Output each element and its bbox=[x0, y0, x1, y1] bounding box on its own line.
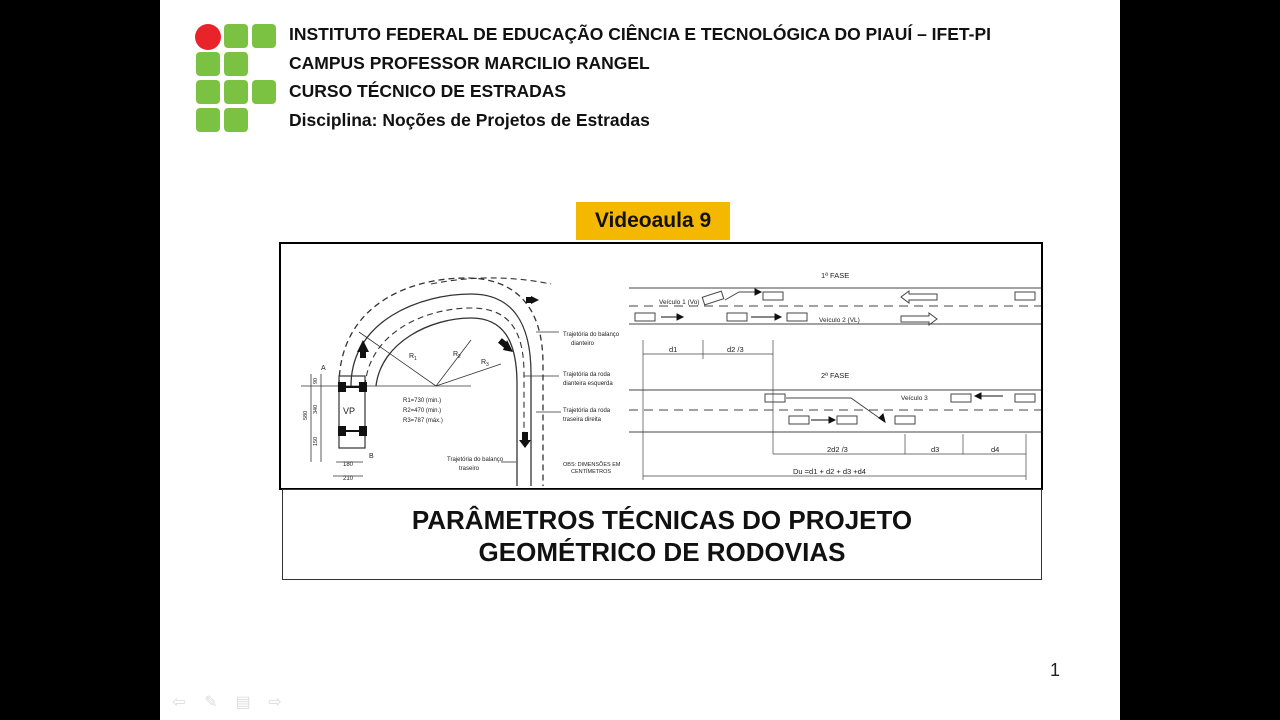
slide bbox=[160, 0, 1120, 720]
distance-labels bbox=[659, 271, 999, 476]
svg-text:Du =d1 + d2 + d3 +d4: Du =d1 + d2 + d3 +d4 bbox=[793, 467, 866, 476]
svg-text:Trajetória da roda: Trajetória da roda bbox=[563, 408, 611, 414]
road-design-figure bbox=[279, 242, 1043, 490]
svg-text:R1=730 (min.): R1=730 (min.) bbox=[403, 398, 442, 404]
svg-text:580: 580 bbox=[303, 410, 309, 420]
header-course: CURSO TÉCNICO DE ESTRADAS bbox=[289, 81, 567, 101]
svg-text:traseira direita: traseira direita bbox=[563, 417, 602, 423]
direction-arrows bbox=[357, 296, 539, 448]
svg-text:d1: d1 bbox=[669, 345, 678, 354]
svg-text:R: R bbox=[409, 353, 415, 360]
video-lesson-badge: Videoaula 9 bbox=[576, 202, 730, 240]
svg-text:R2=470 (min.): R2=470 (min.) bbox=[403, 408, 442, 414]
page-number: 1 bbox=[1050, 660, 1061, 680]
svg-text:Trajetória do balanço: Trajetória do balanço bbox=[563, 332, 620, 338]
svg-text:OBS: DIMENSÕES EM: OBS: DIMENSÕES EM bbox=[563, 462, 621, 468]
flow-arrows bbox=[661, 289, 1003, 423]
svg-text:Veículo 1 (Vo): Veículo 1 (Vo) bbox=[659, 299, 700, 306]
slideshow-controls bbox=[170, 692, 284, 712]
header-institution: INSTITUTO FEDERAL DE EDUCAÇÃO CIÊNCIA E TECNOLÓGICA DO PIAUÍ – IFET-PI bbox=[289, 24, 991, 44]
svg-text:B: B bbox=[369, 453, 374, 460]
svg-text:d4: d4 bbox=[991, 445, 1000, 454]
svg-text:R: R bbox=[453, 351, 459, 358]
header-campus: CAMPUS PROFESSOR MARCILIO RANGEL bbox=[289, 52, 650, 73]
svg-text:150: 150 bbox=[313, 436, 319, 446]
svg-text:R3=787 (máx.): R3=787 (máx.) bbox=[403, 418, 443, 424]
svg-text:1ª FASE: 1ª FASE bbox=[821, 271, 850, 280]
svg-text:R: R bbox=[481, 359, 487, 366]
svg-text:VP: VP bbox=[343, 406, 356, 416]
svg-text:Veículo 3: Veículo 3 bbox=[901, 395, 928, 402]
svg-text:Trajetória do balanço: Trajetória do balanço bbox=[447, 457, 504, 463]
svg-text:Trajetória da roda: Trajetória da roda bbox=[563, 372, 611, 378]
slide-title-line1: PARÂMETROS TÉCNICAS DO PROJETO bbox=[411, 505, 913, 535]
figure-svg bbox=[281, 244, 1041, 488]
svg-text:traseiro: traseiro bbox=[459, 466, 480, 472]
header-discipline: Disciplina: Noções de Projetos de Estradas bbox=[289, 109, 650, 130]
slide-title-line2: GEOMÉTRICO DE RODOVIAS bbox=[478, 537, 846, 567]
pen-icon[interactable]: ✎ bbox=[204, 694, 218, 711]
svg-text:1: 1 bbox=[414, 356, 417, 362]
svg-text:CENTÍMETROS: CENTÍMETROS bbox=[571, 469, 612, 475]
turning-template-diagram bbox=[301, 278, 561, 486]
svg-text:90: 90 bbox=[313, 377, 319, 384]
arrow-right-icon[interactable]: ⇨ bbox=[268, 694, 282, 711]
slide-title-box bbox=[282, 489, 1042, 580]
logo-red-circle bbox=[195, 24, 221, 50]
arrow-left-icon[interactable]: ⇦ bbox=[172, 694, 186, 711]
menu-icon[interactable]: ▤ bbox=[235, 694, 251, 711]
ifpi-logo bbox=[195, 24, 277, 132]
svg-text:2: 2 bbox=[458, 354, 461, 360]
svg-text:Veículo 2 (VL): Veículo 2 (VL) bbox=[819, 317, 860, 324]
svg-text:dianteiro: dianteiro bbox=[571, 341, 595, 347]
svg-text:340: 340 bbox=[313, 404, 319, 414]
svg-text:dianteira esquerda: dianteira esquerda bbox=[563, 381, 613, 387]
institution-header bbox=[289, 20, 991, 134]
svg-text:2d2 /3: 2d2 /3 bbox=[827, 445, 848, 454]
template-labels bbox=[303, 332, 621, 482]
svg-text:3: 3 bbox=[486, 362, 489, 368]
svg-text:d3: d3 bbox=[931, 445, 940, 454]
svg-text:d2 /3: d2 /3 bbox=[727, 345, 744, 354]
svg-text:2ª FASE: 2ª FASE bbox=[821, 371, 850, 380]
svg-text:A: A bbox=[321, 365, 326, 372]
svg-text:210: 210 bbox=[343, 476, 354, 482]
svg-text:180: 180 bbox=[343, 462, 354, 468]
